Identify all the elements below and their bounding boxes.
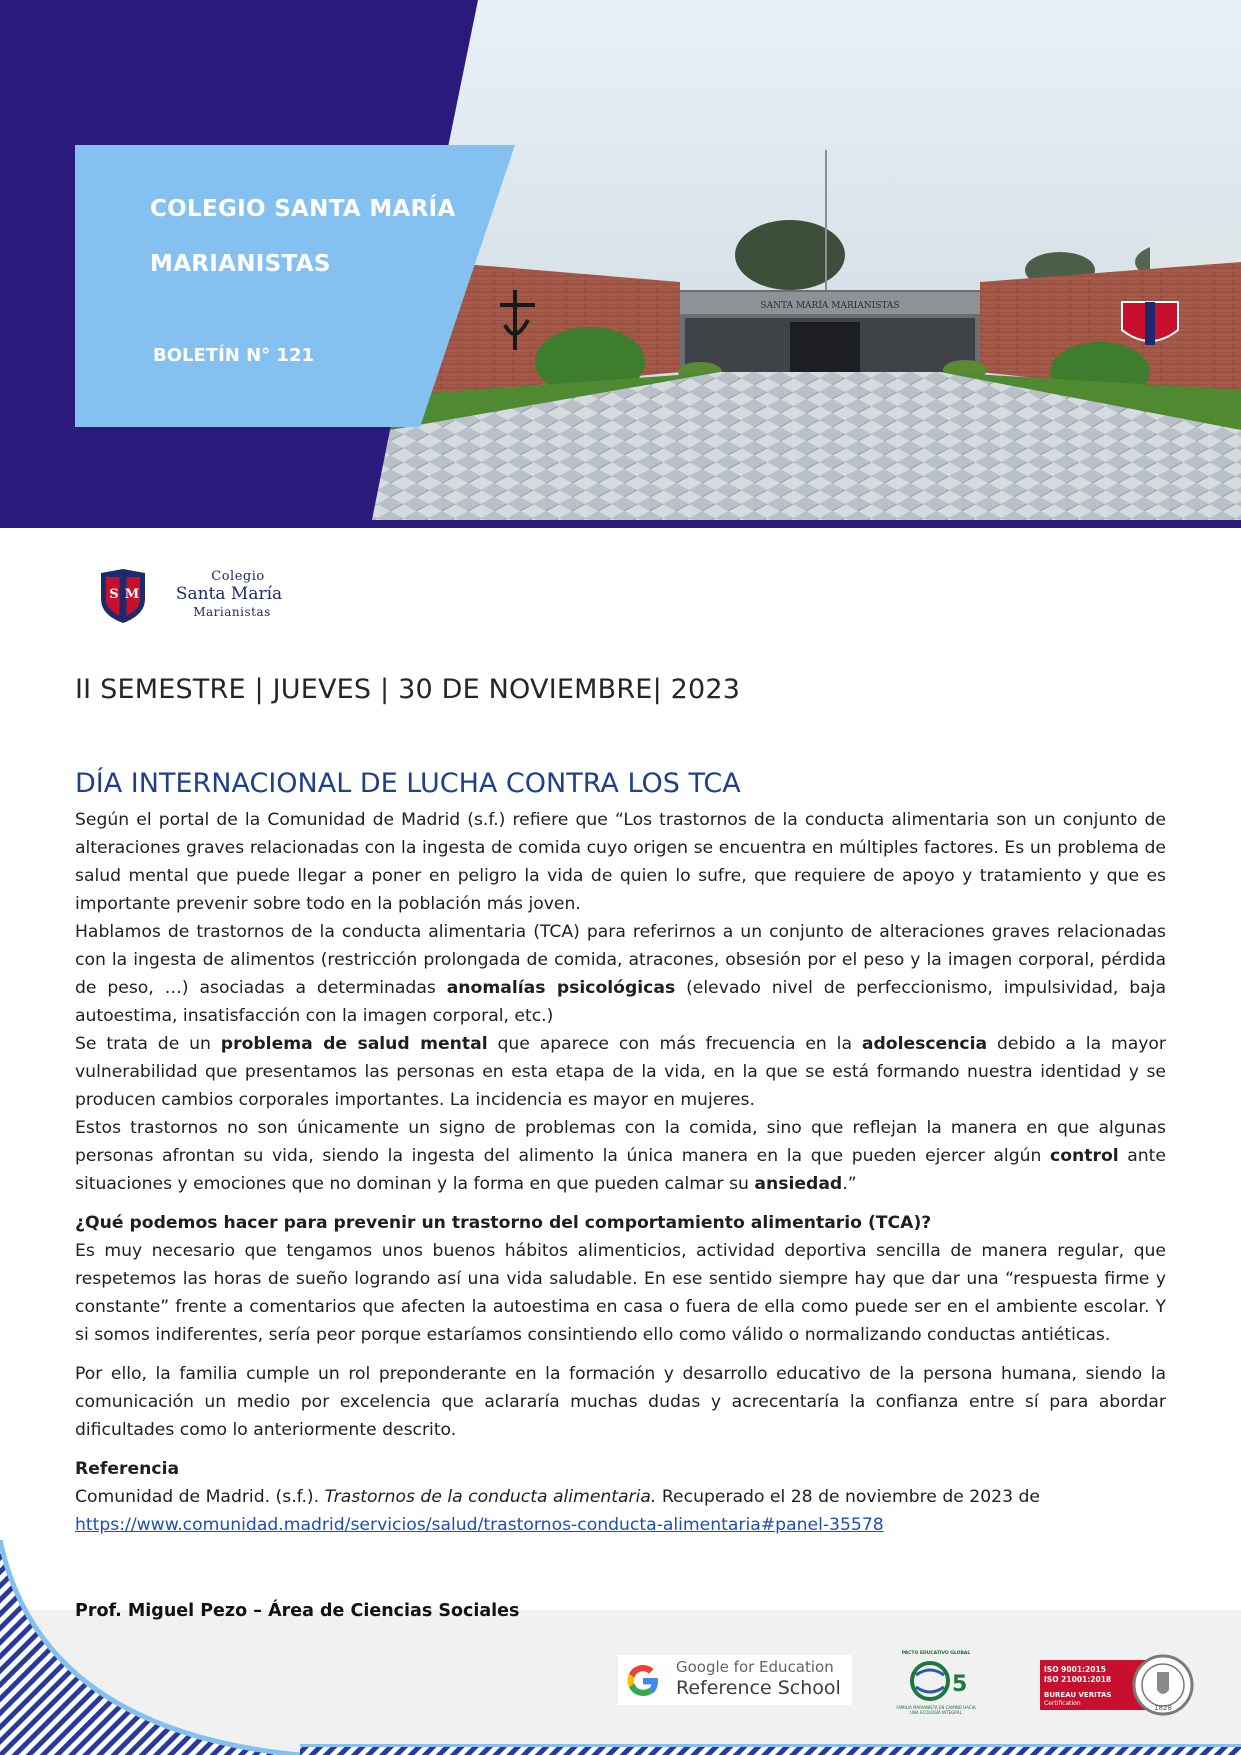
paragraph-3-text: Se trata de un	[75, 1034, 221, 1054]
reference-retrieved: Recuperado el 28 de noviembre de 2023 de	[656, 1487, 1040, 1507]
paragraph-2-text-end: (elevado nivel de perfeccionismo, impulsividad, baja autoestima, insatisfacción con la imagen corporal, etc.)	[75, 978, 1166, 1026]
paragraph-2-text: Hablamos de trastornos de la conducta alimentaria (TCA) para referirnos a un conjunto de alteraciones graves relacionadas con la ingesta de alimentos (restricción prolongada de comida, atracones, obsesión por el peso y la imagen corporal, pérdida de peso, …) asociadas a determinadas	[75, 922, 1166, 998]
question-heading-text: ¿Qué podemos hacer para prevenir un trastorno del comportamiento alimentario (TCA)?	[75, 1213, 932, 1233]
reference-heading-text: Referencia	[75, 1459, 180, 1479]
question-heading	[75, 1209, 1166, 1237]
paragraph-6: Por ello, la familia cumple un rol preponderante en la formación y desarrollo educativo de la persona humana, siendo la comunicación un medio por excelencia que aclararía muchas dudas y acrecentaría la confianza entre sí para abordar dificultades como lo anteriormente descrito.	[75, 1364, 1166, 1440]
bureau-veritas-seal-icon	[1132, 1652, 1194, 1718]
paragraph-1-lead: Según el portal de la Comunidad de Madrid (s.f.) refiere que	[75, 810, 608, 830]
date-line: II SEMESTRE | JUEVES | 30 DE NOVIEMBRE| 2023	[75, 674, 741, 705]
logo-text-marianistas: Marianistas	[193, 605, 271, 619]
paragraph-2-emphasis: anomalías psicológicas	[446, 978, 676, 998]
paragraph-3	[75, 1030, 1166, 1114]
iso-certification-badge	[1040, 1658, 1196, 1712]
paragraph-4	[75, 1114, 1166, 1198]
iso-21001-label: ISO 21001:2018	[1044, 1675, 1112, 1684]
school-name-line-1: COLEGIO SANTA MARÍA	[150, 196, 456, 222]
logo-text-colegio: Colegio	[211, 569, 265, 584]
school-logo	[98, 567, 298, 627]
gfe-line-1: Google for Education	[676, 1658, 834, 1676]
paragraph-4-text: Estos trastornos no son únicamente un signo de problemas con la comida, sino que reflejan la manera en que algunas personas afrontan su vida, siendo la ingesta del alimento la única manera en la que pueden ejercer algún	[75, 1118, 1166, 1166]
header-bottom-stripe	[0, 520, 1241, 528]
paragraph-1-text: “Los trastornos de la conducta alimentaria son un conjunto de alteraciones graves relacionadas con la ingesta de comida cuyo origen se encuentra en múltiples factores. Es un problema de salud mental que puede llegar a poner en peligro la vida de quien lo sufre, que requiere de apoyo y tratamiento y que es importante prevenir sobre todo en la población más joven.	[75, 810, 1166, 914]
bureau-veritas-label: BUREAU VERITAS	[1044, 1691, 1112, 1699]
title-box	[75, 145, 515, 427]
svg-text:S: S	[109, 587, 119, 602]
author-line: Prof. Miguel Pezo – Área de Ciencias Sociales	[75, 1601, 520, 1621]
logo-text-santa-maria: Santa María	[175, 584, 283, 604]
paragraph-3-emphasis-1: problema de salud mental	[220, 1034, 488, 1054]
gfe-line-2: Reference School	[676, 1677, 841, 1699]
bv-seal-year: 1828	[1154, 1704, 1172, 1712]
paragraph-4-emphasis-1: control	[1050, 1146, 1119, 1166]
shield-icon	[98, 567, 148, 625]
pacto-bottom-text: FAMILIA MARIANISTA EN CAMINO HACIA UNA ECOLOGÍA INTEGRAL	[896, 1705, 976, 1715]
article-title: DÍA INTERNACIONAL DE LUCHA CONTRA LOS TCA	[75, 768, 741, 799]
reference-link[interactable]: https://www.comunidad.madrid/servicios/salud/trastornos-conducta-alimentaria#panel-35578	[75, 1515, 884, 1535]
paragraph-3-text-end: debido a la mayor vulnerabilidad que presentamos las personas en esta etapa de la vida, en la que se está formando nuestra identidad y se producen cambios corporales importantes. La incidencia es mayor en mujeres.	[75, 1034, 1167, 1110]
globe-icon	[896, 1657, 976, 1707]
reference-title: Trastornos de la conducta alimentaria.	[324, 1487, 657, 1507]
bulletin-number: BOLETÍN N° 121	[153, 345, 314, 366]
paragraph-4-text-end: .”	[842, 1174, 857, 1194]
building-sign-text: SANTA MARÍA MARIANISTAS	[760, 301, 900, 311]
reference-citation	[75, 1483, 1166, 1511]
paragraph-1	[75, 806, 1166, 918]
svg-text:M: M	[124, 587, 140, 602]
paragraph-4-emphasis-2: ansiedad	[754, 1174, 843, 1194]
paragraph-2	[75, 918, 1166, 1030]
pacto-top-text: PACTO EDUCATIVO GLOBAL	[901, 1651, 971, 1656]
reference-heading	[75, 1455, 1166, 1483]
google-g-icon	[624, 1662, 662, 1700]
article-body	[75, 806, 1166, 1539]
header-banner	[0, 0, 1241, 528]
paragraph-5: Es muy necesario que tengamos unos buenos hábitos alimenticios, actividad deportiva sencilla de manera regular, que respetemos las horas de sueño logrando así una vida saludable. En ese sentido siempre hay que dar una “respuesta firme y constante” frente a comentarios que afecten la autoestima en casa o fuera de ella como puede ser en el ambiente escolar. Y si somos indiferentes, sería peor porque estaríamos consintiendo ello como válido o normalizando conductas antiéticas.	[75, 1241, 1166, 1345]
reference-author: Comunidad de Madrid. (s.f.).	[75, 1487, 325, 1507]
pacto-educativo-logo	[896, 1651, 976, 1715]
svg-text:5: 5	[952, 1672, 968, 1697]
paragraph-3-emphasis-2: adolescencia	[861, 1034, 988, 1054]
google-for-education-badge	[618, 1655, 852, 1705]
paragraph-3-text-mid: que aparece con más frecuencia en la	[487, 1034, 862, 1054]
paragraph-4-text-mid: ante situaciones y emociones que no dominan y la forma en que pueden calmar su	[75, 1146, 1166, 1194]
school-name-line-2: MARIANISTAS	[150, 251, 331, 277]
iso-9001-label: ISO 9001:2015	[1044, 1665, 1106, 1674]
footer-stripe-decoration	[0, 1540, 1241, 1755]
certification-label: Certification	[1044, 1700, 1081, 1707]
